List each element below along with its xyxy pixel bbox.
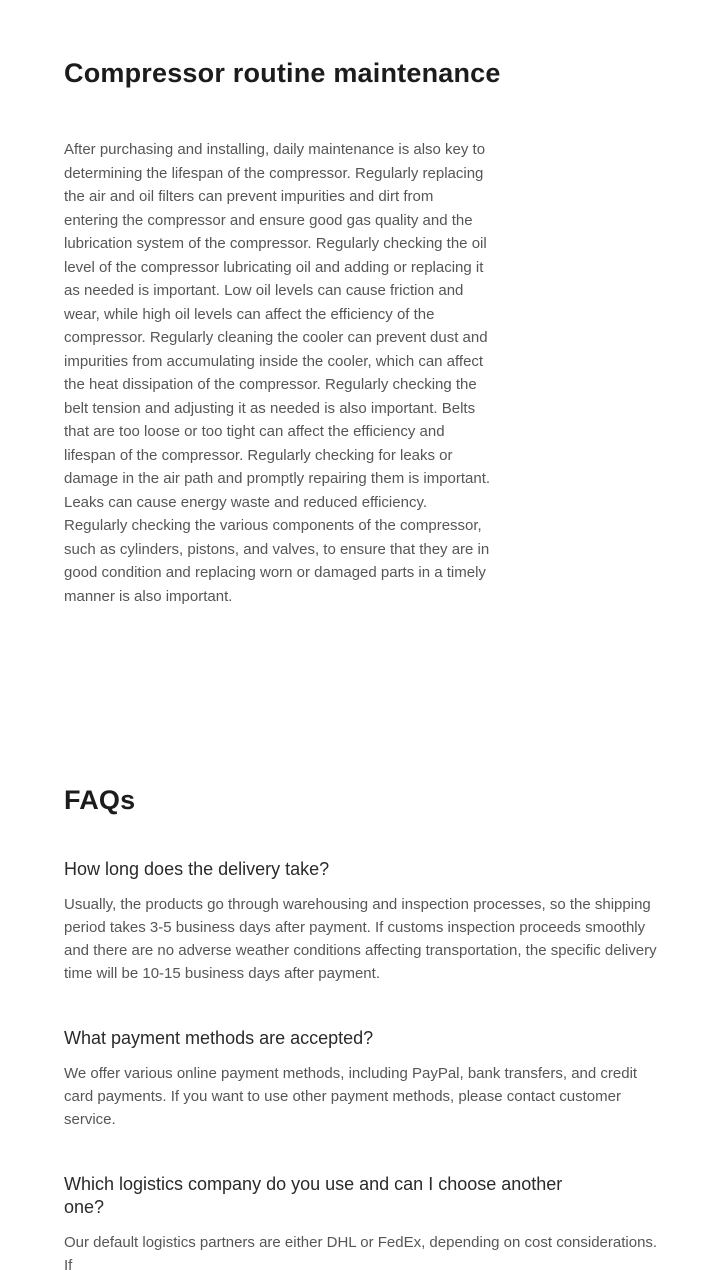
faq-item: [64, 1027, 664, 1131]
faq-section-heading: FAQs: [64, 785, 136, 815]
article-title: Compressor routine maintenance: [64, 58, 501, 88]
faq-question-delivery-time: How long does the delivery take?: [64, 859, 330, 879]
faq-answer-payment-methods: We offer various online payment methods, including PayPal, bank transfers, and credit card payments. If you want to use other payment methods, please contact customer service.: [64, 1065, 638, 1128]
faq-item: [64, 1173, 664, 1277]
faq-question-logistics-company: Which logistics company do you use and can I choose another one?: [64, 1174, 563, 1217]
faq-item: [64, 858, 664, 985]
faq-answer-delivery-time: Usually, the products go through warehousing and inspection processes, so the shipping period takes 3-5 business days after payment. If customs inspection proceeds smoothly and there are no adverse weather conditions affecting transportation, the specific delivery time will be 10-15 business days after payment.: [64, 896, 657, 982]
article-body-paragraph: After purchasing and installing, daily maintenance is also key to determining the lifespan of the compressor. Regularly replacing the air and oil filters can prevent impurities and dirt from entering the compressor and ensure good gas quality and the lubrication system of the compressor. Regularly checking the oil level of the compressor lubricating oil and adding or replacing it as needed is important. Low oil levels can cause friction and wear, while high oil levels can affect the efficiency of the compressor. Regularly cleaning the cooler can prevent dust and impurities from accumulating inside the cooler, which can affect the heat dissipation of the compressor. Regularly checking the belt tension and adjusting it as needed is also important. Belts that are too loose or too tight can affect the efficiency and lifespan of the compressor. Regularly checking for leaks or damage in the air path and promptly repairing them is important. Leaks can cause energy waste and reduced efficiency. Regularly checking the various components of the compressor, such as cylinders, pistons, and valves, to ensure that they are in good condition and replacing worn or damaged parts in a timely manner is also important.: [64, 141, 491, 605]
faq-answer-logistics-company: Our default logistics partners are either DHL or FedEx, depending on cost considerations. If: [64, 1234, 658, 1274]
faq-question-payment-methods: What payment methods are accepted?: [64, 1028, 374, 1048]
faq-list: [64, 858, 664, 1277]
